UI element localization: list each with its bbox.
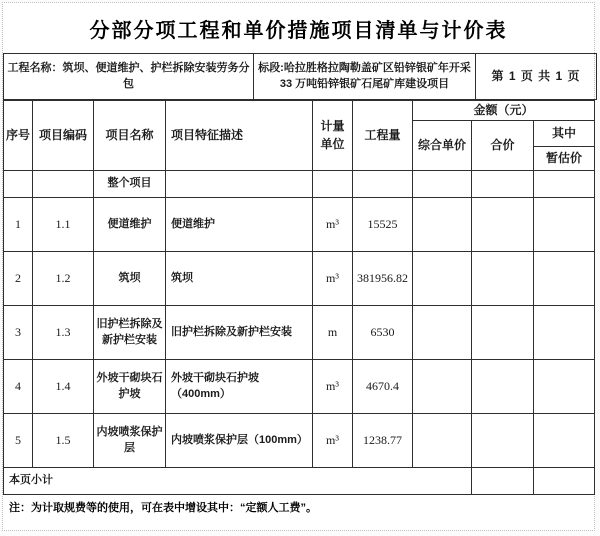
table-row (4, 360, 595, 414)
table-row (4, 198, 595, 252)
cell-code: 1.3 (33, 306, 94, 360)
cell-sn: 2 (4, 252, 33, 306)
header-unit-price: 综合单价 (413, 121, 472, 171)
cell-name: 筑坝 (94, 252, 166, 306)
cell-name: 便道维护 (94, 198, 166, 252)
cell-code: 1.4 (33, 360, 94, 414)
cell-sn: 3 (4, 306, 33, 360)
page-number-cell: 第 1 页 共 1 页 (476, 54, 597, 100)
cell-desc: 便道维护 (166, 198, 313, 252)
header-qty: 工程量 (353, 101, 413, 171)
header-row-1 (4, 101, 595, 121)
cell-estimated (534, 414, 595, 468)
cell-estimated (534, 252, 595, 306)
project-name-cell: 工程名称：筑坝、便道维护、护栏拆除安装劳务分包 (4, 54, 254, 100)
cell-unit-price (413, 252, 472, 306)
cell-total-price (472, 252, 534, 306)
header-code: 项目编码 (33, 101, 94, 171)
cell-name: 旧护栏拆除及新护栏安装 (94, 306, 166, 360)
header-name: 项目名称 (94, 101, 166, 171)
header-estimated: 暂估价 (534, 147, 595, 171)
cell-total-price (472, 414, 534, 468)
page-title: 分部分项工程和单价措施项目清单与计价表 (89, 19, 508, 42)
cell-unit-price (413, 360, 472, 414)
header-desc: 项目特征描述 (166, 101, 313, 171)
cell-sn: 5 (4, 414, 33, 468)
cell-estimated (534, 198, 595, 252)
sheet-page (2, 2, 595, 531)
cell-name: 外坡干砌块石护坡 (94, 360, 166, 414)
cell-unit: m³ (313, 252, 353, 306)
table-row (4, 414, 595, 468)
cell-unit: m³ (313, 414, 353, 468)
cell-name: 内坡喷浆保护层 (94, 414, 166, 468)
cell-code: 1.2 (33, 252, 94, 306)
header-of-which: 其中 (534, 121, 595, 147)
table-row (4, 252, 595, 306)
cell-unit-price (413, 306, 472, 360)
cell-qty: 4670.4 (353, 360, 413, 414)
group-name-cell: 整个项目 (94, 171, 166, 198)
cell-unit: m³ (313, 360, 353, 414)
header-sn: 序号 (4, 101, 33, 171)
footnote: 注：为计取规费等的使用，可在表中增设其中：“定额人工费”。 (9, 501, 317, 514)
cell-estimated (534, 360, 595, 414)
header-unit: 计量单位 (313, 101, 353, 171)
cell-desc: 旧护栏拆除及新护栏安装 (166, 306, 313, 360)
header-total-price: 合价 (472, 121, 534, 171)
cell-desc: 筑坝 (166, 252, 313, 306)
cell-total-price (472, 306, 534, 360)
cell-total-price (472, 360, 534, 414)
cell-code: 1.5 (33, 414, 94, 468)
cell-unit: m (313, 306, 353, 360)
cell-qty: 15525 (353, 198, 413, 252)
table-row (4, 306, 595, 360)
cell-qty: 1238.77 (353, 414, 413, 468)
group-row (4, 171, 595, 198)
section-cell: 标段:哈拉胜格拉陶勒盖矿区铅锌银矿年开采 33 万吨铅锌银矿石尾矿库建设项目 (254, 54, 476, 100)
cell-qty: 381956.82 (353, 252, 413, 306)
subtotal-row (4, 468, 595, 495)
cell-unit-price (413, 198, 472, 252)
cell-estimated (534, 306, 595, 360)
cell-desc: 外坡干砌块石护坡（400mm） (166, 360, 313, 414)
cell-desc: 内坡喷浆保护层（100mm） (166, 414, 313, 468)
subtotal-total-price-cell (472, 468, 534, 495)
subtotal-estimated-cell (534, 468, 595, 495)
cell-total-price (472, 198, 534, 252)
cell-sn: 1 (4, 198, 33, 252)
header-amount-group: 金额（元） (413, 101, 595, 121)
cell-qty: 6530 (353, 306, 413, 360)
cell-code: 1.1 (33, 198, 94, 252)
cell-unit-price (413, 414, 472, 468)
cell-unit: m³ (313, 198, 353, 252)
boq-table (3, 100, 595, 495)
cell-sn: 4 (4, 360, 33, 414)
info-table (3, 53, 597, 100)
subtotal-label-cell: 本页小计 (4, 468, 472, 495)
